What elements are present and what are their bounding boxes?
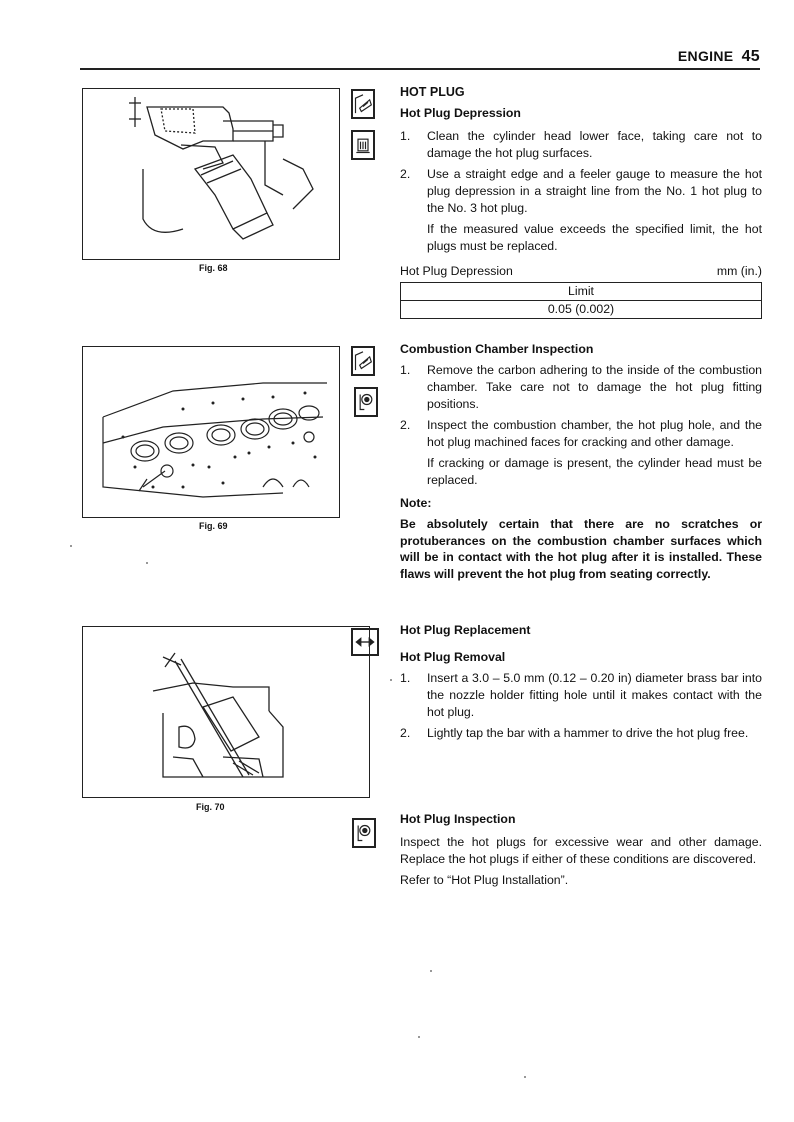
note-text: Be absolutely certain that there are no scratches or protuberances on the combustion chamber surfaces which will be in contact with the hot plug after it is installed. These flaws will prevent the hot plug from seating correctly. (400, 517, 762, 581)
removal-heading: Hot Plug Removal (400, 650, 506, 664)
figure-70-drawing (83, 627, 369, 797)
depression-steps (400, 128, 762, 217)
depression-step2-note: If the measured value exceeds the specified limit, the hot plugs must be replaced. (427, 222, 762, 253)
hot-plug-section (400, 84, 762, 255)
spec-title: Hot Plug Depression (400, 264, 513, 278)
figure-69 (82, 346, 340, 518)
scan-speck (390, 679, 392, 681)
spec-value: 0.05 (0.002) (401, 301, 762, 319)
combustion-section (400, 341, 762, 582)
figure-68-drawing (83, 89, 339, 259)
inspection-section (400, 811, 762, 889)
depression-heading: Hot Plug Depression (400, 106, 521, 120)
page-header (678, 48, 760, 66)
scan-speck (430, 970, 432, 972)
header-rule (80, 68, 760, 70)
section-heading: HOT PLUG (400, 85, 465, 99)
scan-speck (524, 1076, 526, 1078)
figure-68 (82, 88, 340, 260)
figure-68-caption: Fig. 68 (199, 263, 228, 273)
replacement-heading: Hot Plug Replacement (400, 623, 531, 637)
combustion-step2-note: If cracking or damage is present, the cylinder head must be replaced. (427, 456, 762, 487)
section-title: ENGINE (677, 48, 734, 64)
scan-speck (418, 1036, 420, 1038)
spec-header: Limit (401, 283, 762, 301)
inspect-icon (354, 387, 378, 417)
inspection-refer: Refer to “Hot Plug Installation”. (400, 873, 569, 887)
list-item: 2. Lightly tap the bar with a hammer to drive the hot plug free. (400, 726, 749, 740)
clean-icon (351, 130, 375, 160)
note-label: Note: (400, 496, 432, 510)
spec-table (400, 282, 762, 319)
removal-steps (400, 670, 762, 742)
page-number: 45 (741, 48, 760, 65)
replace-icon (351, 628, 379, 656)
inspection-heading: Hot Plug Inspection (400, 812, 516, 826)
measure-icon (351, 89, 375, 119)
measure-icon (351, 346, 375, 376)
figure-69-caption: Fig. 69 (199, 521, 228, 531)
inspect-icon (352, 818, 376, 848)
spec-unit: mm (in.) (716, 264, 762, 278)
figure-69-drawing (83, 347, 339, 517)
combustion-heading: Combustion Chamber Inspection (400, 342, 594, 356)
figure-70-caption: Fig. 70 (196, 802, 225, 812)
list-item: 2. Use a straight edge and a feeler gauge to measure the hot plug depression in a straight line from the No. 1 hot plug to the No. 3 hot plug. (400, 167, 762, 215)
scan-speck (146, 562, 148, 564)
inspection-body: Inspect the hot plugs for excessive wear and other damage. Replace the hot plugs if either of these conditions are discovered. (400, 835, 762, 866)
figure-70 (82, 626, 370, 798)
replacement-section (400, 622, 762, 746)
scan-speck (70, 545, 72, 547)
spec-caption (400, 263, 762, 280)
combustion-steps (400, 362, 762, 451)
list-item: 1. Remove the carbon adhering to the inside of the combustion chamber. Take care not to damage the hot plug fitting positions. (400, 363, 762, 411)
list-item: 1. Insert a 3.0 – 5.0 mm (0.12 – 0.20 in) diameter brass bar into the nozzle holder fitting hole until it makes contact with the hot plug. (400, 671, 762, 719)
list-item: 1. Clean the cylinder head lower face, taking care not to damage the hot plug surfaces. (400, 129, 762, 160)
list-item: 2. Inspect the combustion chamber, the hot plug hole, and the hot plug machined faces for cracking and other damage. (400, 418, 762, 449)
depression-spec (400, 263, 762, 319)
